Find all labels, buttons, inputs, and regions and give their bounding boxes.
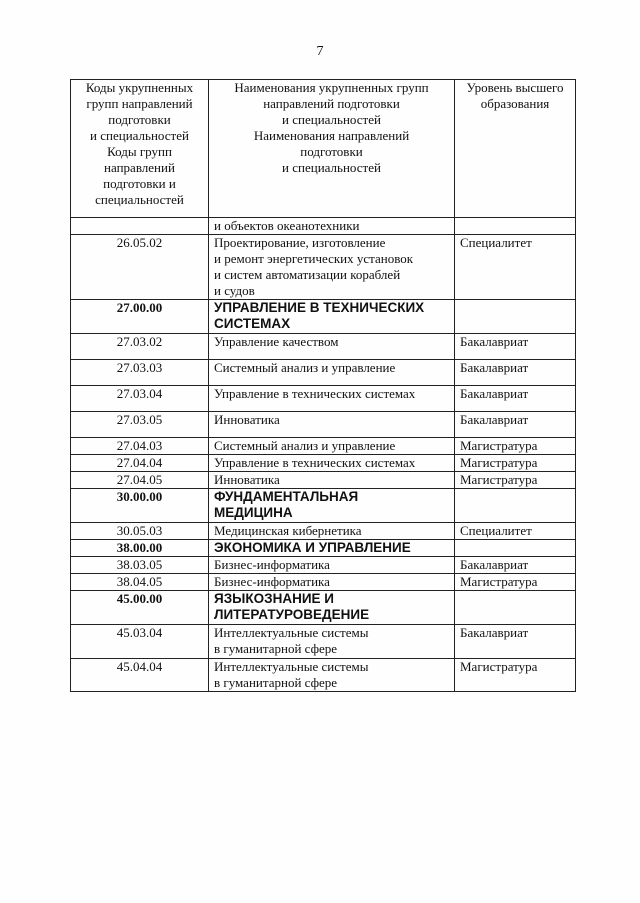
code-cell: 27.03.05 xyxy=(71,412,209,438)
level-cell xyxy=(455,591,576,625)
table-row xyxy=(71,523,576,540)
name-cell: ЭКОНОМИКА И УПРАВЛЕНИЕ xyxy=(209,540,455,557)
level-cell: Специалитет xyxy=(455,235,576,300)
level-cell: Магистратура xyxy=(455,438,576,455)
level-cell: Магистратура xyxy=(455,472,576,489)
name-cell: Интеллектуальные системы в гуманитарной сфере xyxy=(209,625,455,659)
code-cell: 27.04.03 xyxy=(71,438,209,455)
name-cell: Управление в технических системах xyxy=(209,455,455,472)
table-row xyxy=(71,360,576,386)
code-cell: 38.03.05 xyxy=(71,557,209,574)
level-cell: Магистратура xyxy=(455,659,576,692)
code-cell: 27.03.02 xyxy=(71,334,209,360)
name-cell: ФУНДАМЕНТАЛЬНАЯ МЕДИЦИНА xyxy=(209,489,455,523)
table-row xyxy=(71,334,576,360)
table-header xyxy=(71,80,576,218)
name-cell: Бизнес-информатика xyxy=(209,574,455,591)
name-cell: Медицинская кибернетика xyxy=(209,523,455,540)
group-row xyxy=(71,300,576,334)
name-cell: Инноватика xyxy=(209,412,455,438)
table-row xyxy=(71,386,576,412)
table-row xyxy=(71,412,576,438)
code-cell: 27.04.05 xyxy=(71,472,209,489)
table-row xyxy=(71,235,576,300)
name-cell: Системный анализ и управление xyxy=(209,360,455,386)
name-cell: Инноватика xyxy=(209,472,455,489)
name-cell: Бизнес-информатика xyxy=(209,557,455,574)
code-cell: 45.04.04 xyxy=(71,659,209,692)
level-cell: Бакалавриат xyxy=(455,625,576,659)
code-cell xyxy=(71,218,209,235)
code-cell: 30.00.00 xyxy=(71,489,209,523)
group-row xyxy=(71,540,576,557)
level-cell xyxy=(455,218,576,235)
specialties-table xyxy=(70,79,576,692)
group-row xyxy=(71,591,576,625)
code-cell: 26.05.02 xyxy=(71,235,209,300)
code-cell: 27.04.04 xyxy=(71,455,209,472)
level-cell xyxy=(455,540,576,557)
table-row xyxy=(71,472,576,489)
name-cell: Управление качеством xyxy=(209,334,455,360)
page-number: 7 xyxy=(316,44,324,59)
level-cell: Магистратура xyxy=(455,574,576,591)
code-cell: 38.04.05 xyxy=(71,574,209,591)
name-cell: ЯЗЫКОЗНАНИЕ И ЛИТЕРАТУРОВЕДЕНИЕ xyxy=(209,591,455,625)
code-cell: 27.03.03 xyxy=(71,360,209,386)
level-cell: Бакалавриат xyxy=(455,557,576,574)
header-names: Наименования укрупненных групп направлений подготовки и специальностей Наименования направлений подготовки и специальностей xyxy=(209,80,455,218)
code-cell: 27.00.00 xyxy=(71,300,209,334)
name-cell: и объектов океанотехники xyxy=(209,218,455,235)
code-cell: 45.00.00 xyxy=(71,591,209,625)
name-cell: Проектирование, изготовление и ремонт энергетических установок и систем автоматизации кораблей и судов xyxy=(209,235,455,300)
name-cell: Системный анализ и управление xyxy=(209,438,455,455)
level-cell: Специалитет xyxy=(455,523,576,540)
table-body xyxy=(71,218,576,692)
name-cell: УПРАВЛЕНИЕ В ТЕХНИЧЕСКИХ СИСТЕМАХ xyxy=(209,300,455,334)
level-cell: Магистратура xyxy=(455,455,576,472)
code-cell: 30.05.03 xyxy=(71,523,209,540)
code-cell: 27.03.04 xyxy=(71,386,209,412)
level-cell: Бакалавриат xyxy=(455,412,576,438)
table-row xyxy=(71,438,576,455)
group-row xyxy=(71,489,576,523)
header-level: Уровень высшего образования xyxy=(455,80,576,218)
name-cell: Управление в технических системах xyxy=(209,386,455,412)
table-row xyxy=(71,455,576,472)
table-row xyxy=(71,574,576,591)
table-row xyxy=(71,659,576,692)
header-codes: Коды укрупненных групп направлений подготовки и специальностей Коды групп направлений подготовки и специальностей xyxy=(71,80,209,218)
level-cell xyxy=(455,300,576,334)
code-cell: 38.00.00 xyxy=(71,540,209,557)
table-row xyxy=(71,557,576,574)
level-cell: Бакалавриат xyxy=(455,360,576,386)
code-cell: 45.03.04 xyxy=(71,625,209,659)
name-cell: Интеллектуальные системы в гуманитарной сфере xyxy=(209,659,455,692)
level-cell: Бакалавриат xyxy=(455,386,576,412)
table-row xyxy=(71,625,576,659)
level-cell: Бакалавриат xyxy=(455,334,576,360)
level-cell xyxy=(455,489,576,523)
table-row xyxy=(71,218,576,235)
